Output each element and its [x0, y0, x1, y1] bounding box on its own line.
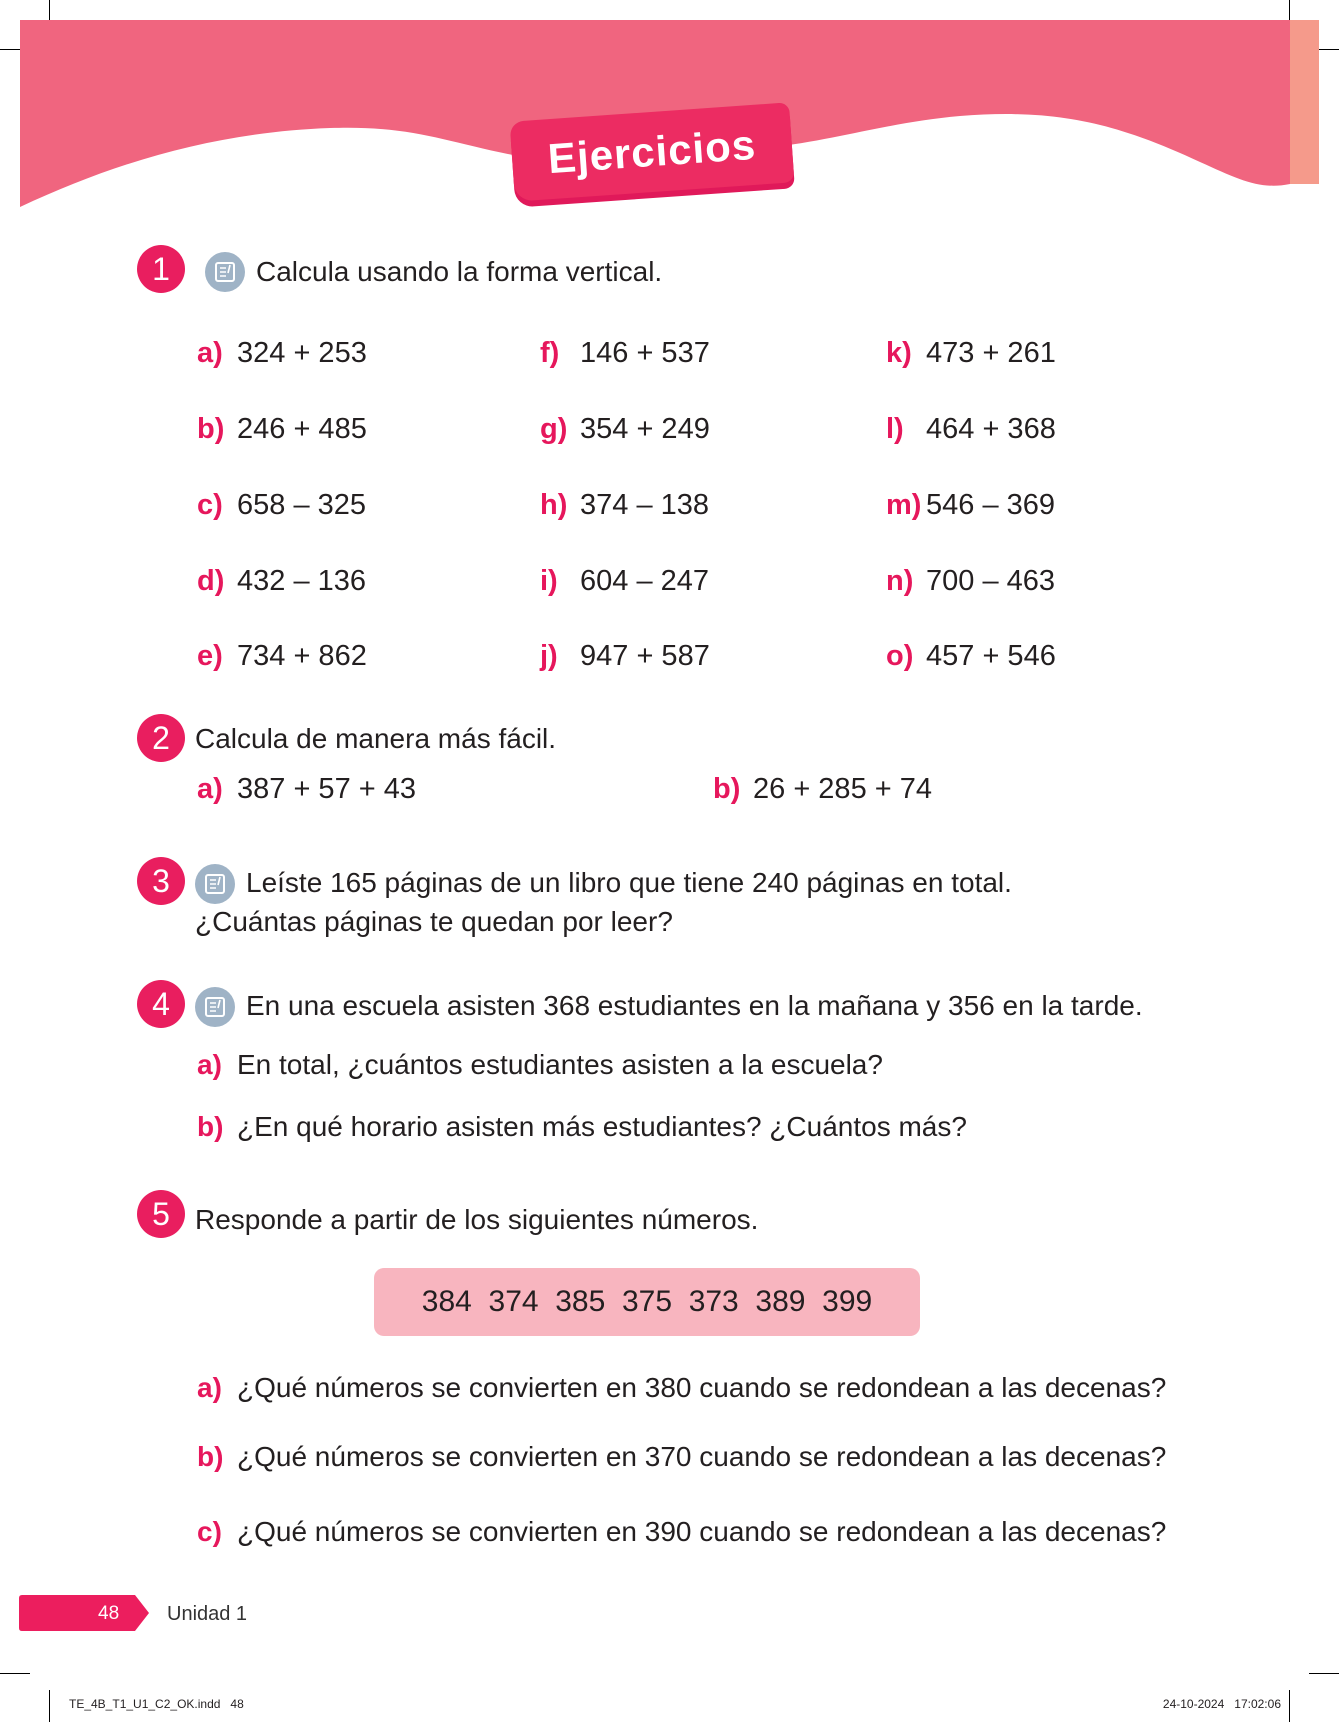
- list-item: [886, 567, 1055, 596]
- item-expression: 947 + 587: [580, 640, 710, 672]
- question-3-text: Leíste 165 páginas de un libro que tiene 240 páginas en total.: [246, 867, 1012, 898]
- item-label: f): [540, 337, 560, 369]
- list-item: [197, 775, 416, 804]
- item-label: n): [886, 565, 914, 597]
- item-expression: 26 + 285 + 74: [753, 773, 932, 805]
- item-label: g): [540, 413, 568, 445]
- item-label: b): [197, 1441, 224, 1472]
- question-number-text: 1: [152, 250, 170, 287]
- slug-date: 24-10-2024 17:02:06: [1162, 1697, 1281, 1711]
- item-expression: 457 + 546: [926, 640, 1056, 672]
- book-icon: [195, 864, 235, 904]
- item-expression: 146 + 537: [580, 337, 710, 369]
- list-item: [540, 415, 710, 444]
- item-label: l): [886, 413, 904, 445]
- item-label: b): [197, 413, 225, 445]
- item-expression: 324 + 253: [237, 337, 367, 369]
- item-label: a): [197, 773, 223, 805]
- question-number-text: 3: [152, 862, 170, 899]
- item-label: a): [197, 337, 223, 369]
- item-expression: 658 – 325: [237, 489, 367, 521]
- list-item: [713, 775, 932, 804]
- item-expression: 354 + 249: [580, 413, 710, 445]
- list-item: [197, 1518, 1166, 1546]
- item-text: ¿Qué números se convierten en 380 cuando se redondean a las decenas?: [237, 1372, 1167, 1403]
- item-label: o): [886, 640, 914, 672]
- list-item: [886, 642, 1056, 671]
- list-item: [540, 642, 710, 671]
- item-label: h): [540, 489, 568, 521]
- item-label: k): [886, 337, 912, 369]
- item-expression: 246 + 485: [237, 413, 367, 445]
- unit-label: Unidad 1: [167, 1603, 248, 1625]
- list-item: [197, 491, 366, 520]
- question-number-2: [137, 714, 185, 762]
- question-number-text: 5: [152, 1195, 170, 1232]
- item-expression: 700 – 463: [926, 565, 1056, 597]
- item-label: a): [197, 1372, 222, 1403]
- slug-file: TE_4B_T1_U1_C2_OK.indd 48: [69, 1697, 244, 1711]
- list-item: [197, 415, 367, 444]
- list-item: [197, 1113, 967, 1141]
- item-text: ¿Qué números se convierten en 370 cuando se redondean a las decenas?: [237, 1441, 1167, 1472]
- book-icon: [195, 987, 235, 1027]
- list-item: [197, 339, 367, 368]
- question-number-4: [137, 980, 185, 1028]
- item-text: En total, ¿cuántos estudiantes asisten a la escuela?: [237, 1049, 883, 1080]
- question-3-text-line2: ¿Cuántas páginas te quedan por leer?: [195, 906, 673, 937]
- question-number-text: 4: [152, 985, 170, 1022]
- list-item: [197, 567, 366, 596]
- item-label: c): [197, 489, 223, 521]
- item-label: b): [197, 1111, 224, 1142]
- crop-mark: [1289, 1690, 1290, 1722]
- list-item: [197, 1051, 883, 1079]
- item-expression: 432 – 136: [237, 565, 367, 597]
- item-text: ¿Qué números se convierten en 390 cuando se redondean a las decenas?: [237, 1516, 1167, 1547]
- numbers-box: [374, 1268, 920, 1336]
- item-expression: 374 – 138: [580, 489, 710, 521]
- page-number-tab: [19, 1595, 151, 1631]
- item-expression: 464 + 368: [926, 413, 1056, 445]
- item-expression: 473 + 261: [926, 337, 1056, 369]
- item-label: m): [886, 489, 922, 521]
- item-label: b): [713, 773, 741, 805]
- item-text: ¿En qué horario asisten más estudiantes? ¿Cuántos más?: [237, 1111, 967, 1142]
- question-4-text: En una escuela asisten 368 estudiantes en la mañana y 356 en la tarde.: [246, 990, 1143, 1021]
- list-item: [540, 339, 710, 368]
- crop-mark: [49, 1690, 50, 1722]
- item-label: d): [197, 565, 225, 597]
- crop-mark: [0, 1673, 30, 1674]
- item-label: j): [540, 640, 558, 672]
- list-item: [886, 491, 1055, 520]
- list-item: [197, 642, 367, 671]
- question-number-3: [137, 857, 185, 905]
- item-label: c): [197, 1516, 222, 1547]
- page-number: 48: [98, 1603, 120, 1624]
- list-item: [540, 567, 709, 596]
- crop-mark: [1309, 1673, 1339, 1674]
- question-number-5: [137, 1190, 185, 1238]
- question-1-text: Calcula usando la forma vertical.: [256, 256, 663, 287]
- item-label: a): [197, 1049, 222, 1080]
- list-item: [886, 339, 1056, 368]
- item-expression: 734 + 862: [237, 640, 367, 672]
- page-title: Ejercicios: [546, 120, 758, 183]
- question-2-text: Calcula de manera más fácil.: [195, 723, 557, 754]
- item-label: e): [197, 640, 223, 672]
- book-icon: [205, 252, 245, 292]
- item-expression: 387 + 57 + 43: [237, 773, 416, 805]
- list-item: [197, 1443, 1166, 1471]
- question-number-text: 2: [152, 719, 170, 756]
- item-expression: 604 – 247: [580, 565, 710, 597]
- list-item: [540, 491, 709, 520]
- item-label: i): [540, 565, 558, 597]
- list-item: [197, 1374, 1166, 1402]
- question-5-text: Responde a partir de los siguientes números.: [195, 1204, 759, 1235]
- question-number-1: [137, 245, 185, 293]
- list-item: [886, 415, 1056, 444]
- numbers-list: 384 374 385 375 373 389 399: [421, 1285, 873, 1318]
- item-expression: 546 – 369: [926, 489, 1056, 521]
